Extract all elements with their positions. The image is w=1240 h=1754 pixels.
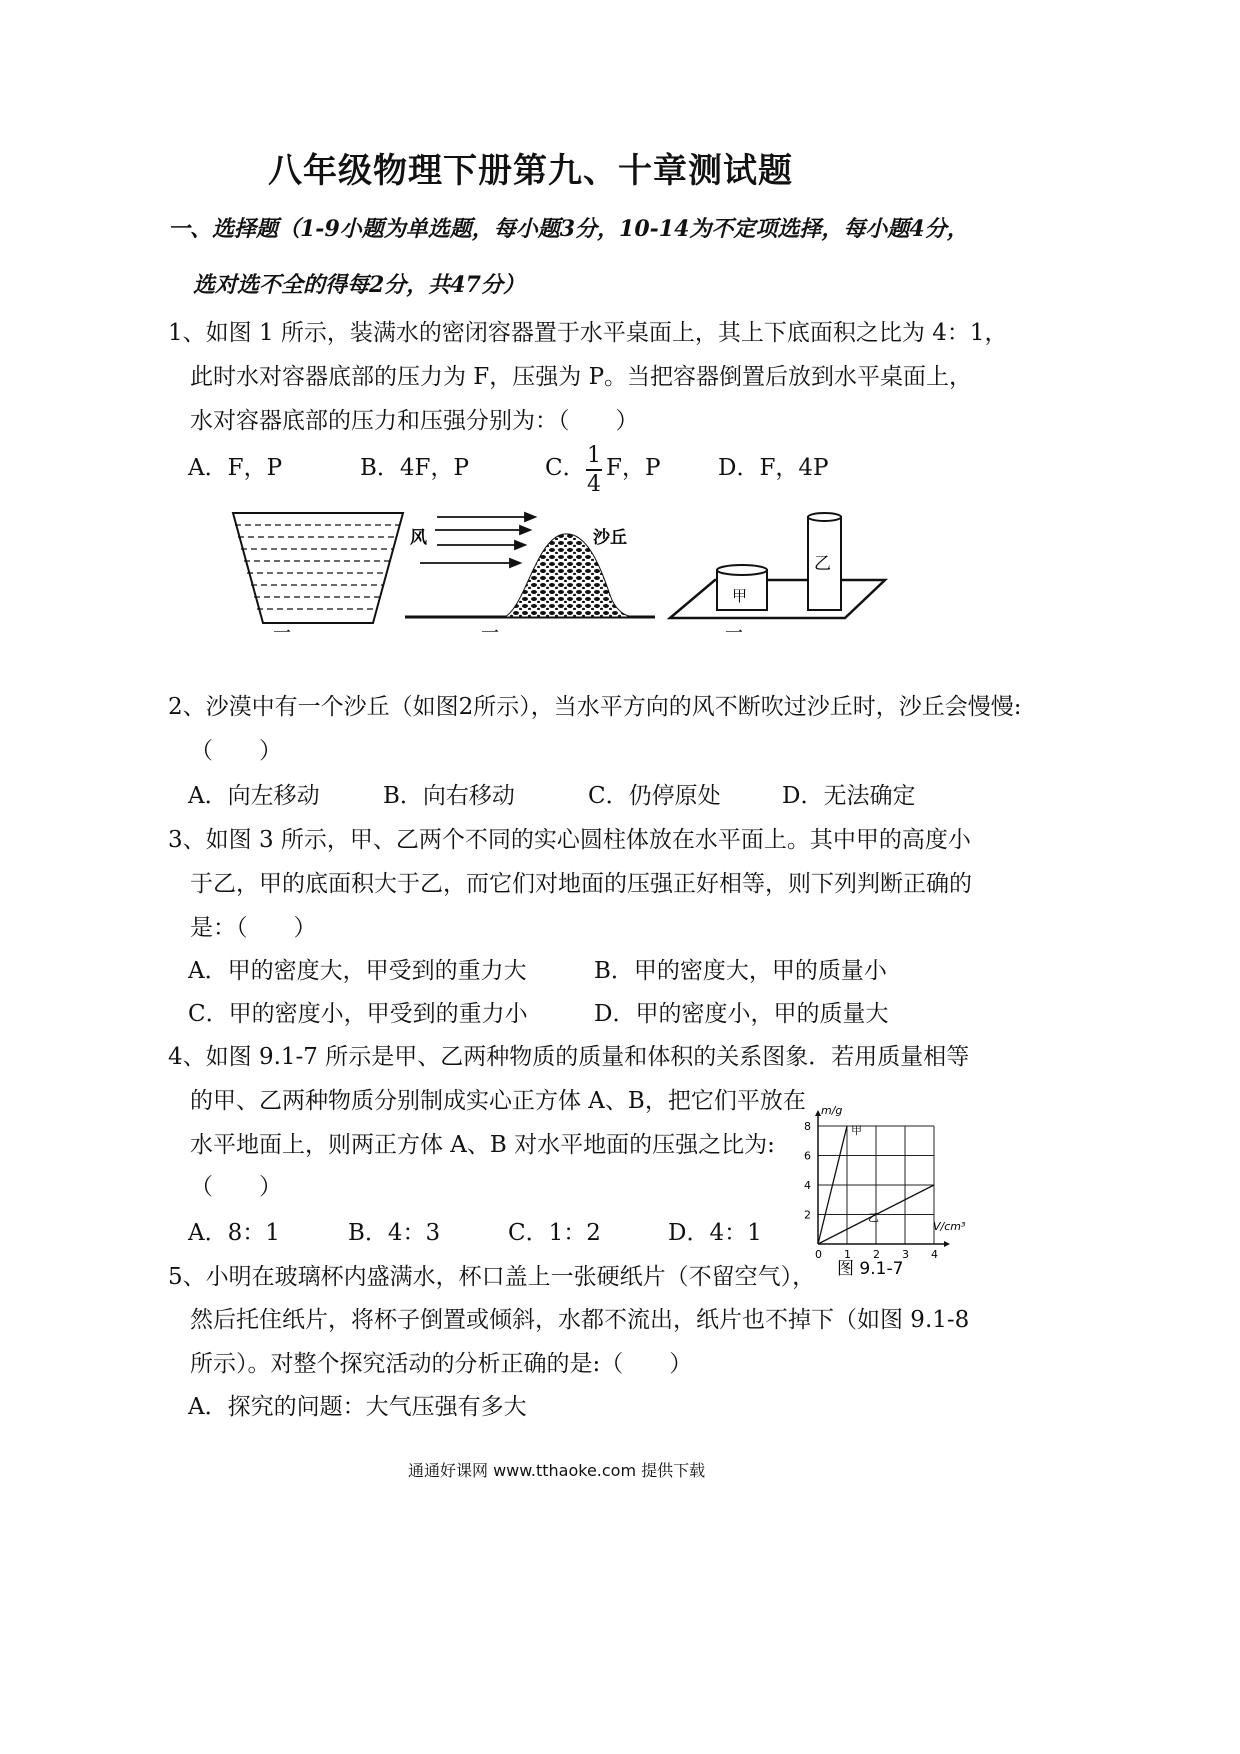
chart-x-tick-label: 1 (844, 1248, 851, 1261)
q1-option-c-denominator: 4 (587, 472, 601, 497)
q4-line1: 4、如图 9.1-7 所示是甲、乙两种物质的质量和体积的关系图象．若用质量相等 (168, 1044, 970, 1070)
q4-option-a: A．8：1 (188, 1220, 280, 1246)
q2-line1: 2、沙漠中有一个沙丘（如图2所示），当水平方向的风不断吹过沙丘时，沙丘会慢慢: (168, 694, 1022, 720)
q1-line3: 水对容器底部的压力和压强分别为：（ ） (190, 408, 639, 434)
q3-option-a: A．甲的密度大，甲受到的重力大 (188, 958, 527, 984)
q4-option-b: B．4：3 (348, 1220, 441, 1246)
wind-label: 风 (410, 528, 427, 548)
figure-3-cylinders (670, 513, 885, 644)
q1-option-b: B．4F，P (360, 455, 469, 481)
figure-2-dune (405, 513, 655, 644)
figure-1-label: 一 (273, 623, 291, 644)
chart-series-label: 乙 (868, 1211, 879, 1224)
cylinder-yi-label: 乙 (814, 554, 831, 574)
chart-caption: 图 9.1-7 (837, 1259, 904, 1279)
q1-option-d: D．F，4P (718, 455, 829, 481)
section-header-line2: 选对选不全的得每2分，共47分） (193, 272, 525, 298)
figure-3-label: 一 (725, 623, 743, 644)
chart-x-tick-label: 0 (815, 1248, 822, 1261)
q1-option-c-prefix: C． (545, 455, 586, 481)
chart-x-tick-label: 4 (931, 1248, 938, 1261)
chart-series-label: 甲 (851, 1124, 862, 1137)
chart-x-tick-label: 2 (873, 1248, 880, 1261)
q3-option-b: B．甲的密度大，甲的质量小 (594, 958, 887, 984)
chart-x-tick-label: 3 (902, 1248, 909, 1261)
q2-line2: （ ） (190, 738, 282, 764)
q1-line2: 此时水对容器底部的压力为 F，压强为 P。当把容器倒置后放到水平桌面上， (190, 364, 973, 390)
figure-row (225, 505, 895, 645)
q1-option-c-fraction-bar (586, 469, 602, 471)
q4-option-c: C．1：2 (508, 1220, 601, 1246)
mass-volume-chart (795, 1096, 985, 1284)
figure-2-label: 一 (481, 623, 499, 644)
q4-line2: 的甲、乙两种物质分别制成实心正方体 A、B，把它们平放在 (190, 1088, 806, 1114)
dune-label: 沙丘 (593, 528, 627, 548)
chart-y-tick-label: 6 (804, 1149, 811, 1163)
chart-x-axis-arrow (944, 1241, 950, 1247)
q5-option-a: A．探究的问题：大气压强有多大 (188, 1394, 527, 1420)
cylinder-jia-label: 甲 (732, 587, 748, 605)
chart-y-tick-label: 2 (804, 1208, 811, 1222)
q3-option-d: D．甲的密度小，甲的质量大 (594, 1001, 889, 1027)
q2-option-c: C．仍停原处 (588, 783, 721, 809)
q3-line1: 3、如图 3 所示，甲、乙两个不同的实心圆柱体放在水平面上。其中甲的高度小 (168, 827, 971, 853)
q3-line2: 于乙，甲的底面积大于乙，而它们对地面的压强正好相等，则下列判断正确的 (190, 871, 972, 897)
q5-line3: 所示）。对整个探究活动的分析正确的是:（ ） (190, 1351, 693, 1377)
q2-option-b: B．向右移动 (383, 783, 515, 809)
q2-option-a: A．向左移动 (188, 783, 320, 809)
chart-x-label: V/cm³ (933, 1220, 966, 1233)
chart-y-label: m/g (821, 1104, 843, 1117)
q4-option-d: D．4：1 (668, 1220, 762, 1246)
q1-option-c-suffix: F，P (606, 455, 661, 481)
q4-line3: 水平地面上，则两正方体 A、B 对水平地面的压强之比为: (190, 1132, 775, 1158)
figure-1-container (233, 513, 403, 644)
q5-line2: 然后托住纸片，将杯子倒置或倾斜，水都不流出，纸片也不掉下（如图 9.1-8 (190, 1307, 970, 1333)
q1-line1: 1、如图 1 所示，装满水的密闭容器置于水平桌面上，其上下底面积之比为 4：1， (168, 320, 1008, 346)
q1-option-c-numerator: 1 (587, 443, 601, 468)
q2-option-d: D．无法确定 (782, 783, 916, 809)
section-header-line1: 一、选择题（1-9小题为单选题，每小题3分，10-14为不定项选择，每小题4分， (168, 216, 969, 242)
page-title: 八年级物理下册第九、十章测试题 (268, 151, 793, 191)
q4-line4: （ ） (190, 1174, 282, 1200)
q3-option-c: C．甲的密度小，甲受到的重力小 (188, 1001, 528, 1027)
page-footer: 通通好课网 www.tthaoke.com 提供下载 (408, 1461, 706, 1480)
chart-y-tick-label: 8 (804, 1120, 811, 1133)
chart-y-tick-label: 4 (804, 1179, 811, 1192)
q1-option-a: A．F，P (188, 455, 283, 481)
q5-line1: 5、小明在玻璃杯内盛满水，杯口盖上一张硬纸片（不留空气）， (168, 1264, 816, 1290)
q3-line3: 是：（ ） (190, 915, 317, 941)
